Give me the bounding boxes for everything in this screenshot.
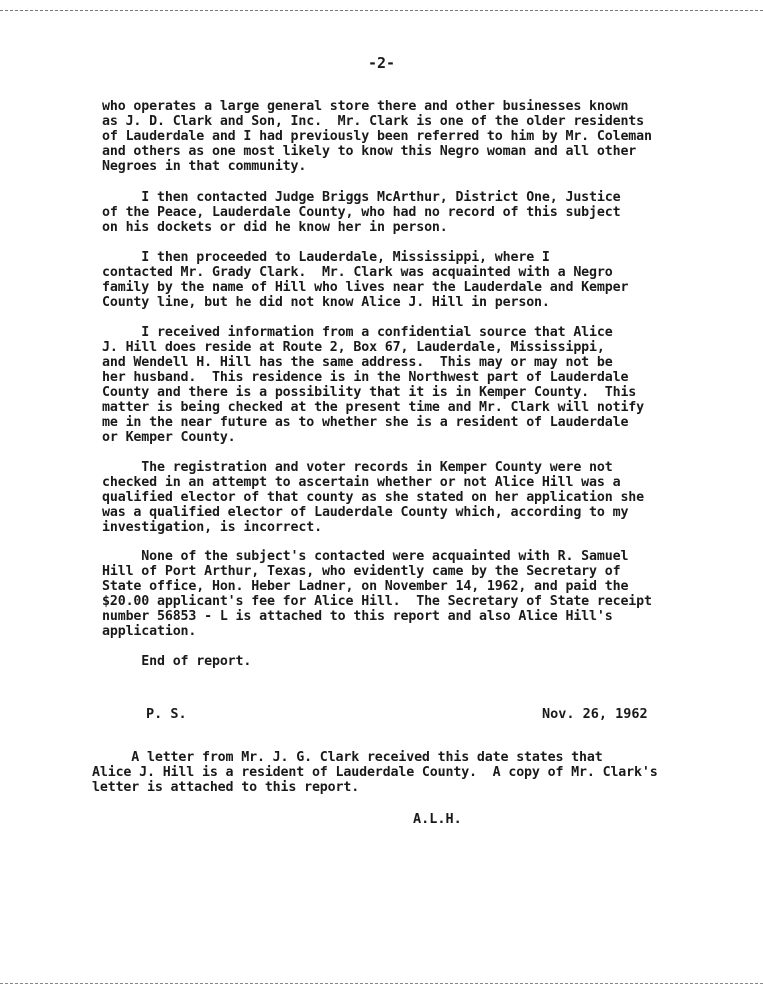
text-line: End of report. xyxy=(102,654,252,669)
text-line: me in the near future as to whether she is a resident of Lauderdale xyxy=(102,415,629,430)
postscript-line: A letter from Mr. J. G. Clark received this date states that xyxy=(92,750,603,765)
text-line: of the Peace, Lauderdale County, who had no record of this subject xyxy=(102,205,621,220)
text-line: and others as one most likely to know this Negro woman and all other xyxy=(102,144,637,159)
text-line: Hill of Port Arthur, Texas, who evidently came by the Secretary of xyxy=(102,564,621,579)
text-line: on his dockets or did he know her in person. xyxy=(102,220,448,235)
text-line: her husband. This residence is in the Northwest part of Lauderdale xyxy=(102,370,629,385)
text-line: application. xyxy=(102,624,197,639)
text-line: None of the subject's contacted were acquainted with R. Samuel xyxy=(102,549,629,564)
text-line: of Lauderdale and I had previously been referred to him by Mr. Coleman xyxy=(102,129,652,144)
top-scan-edge xyxy=(0,10,763,11)
text-line: contacted Mr. Grady Clark. Mr. Clark was acquainted with a Negro xyxy=(102,265,613,280)
text-line: The registration and voter records in Kemper County were not xyxy=(102,460,613,475)
text-line: was a qualified elector of Lauderdale County which, according to my xyxy=(102,505,629,520)
text-line: Negroes in that community. xyxy=(102,159,307,174)
text-line: County and there is a possibility that it is in Kemper County. This xyxy=(102,385,637,400)
text-line: State office, Hon. Heber Ladner, on November 14, 1962, and paid the xyxy=(102,579,629,594)
postscript-line: Alice J. Hill is a resident of Lauderdale County. A copy of Mr. Clark's xyxy=(92,765,658,780)
bottom-scan-edge xyxy=(0,983,763,984)
text-line: number 56853 - L is attached to this report and also Alice Hill's xyxy=(102,609,613,624)
text-line: $20.00 applicant's fee for Alice Hill. The Secretary of State receipt xyxy=(102,594,652,609)
text-line: J. Hill does reside at Route 2, Box 67, Lauderdale, Mississippi, xyxy=(102,340,605,355)
text-line: who operates a large general store there and other businesses known xyxy=(102,99,629,114)
text-line: investigation, is incorrect. xyxy=(102,520,322,535)
text-line: matter is being checked at the present time and Mr. Clark will notify xyxy=(102,400,645,415)
postscript-line: letter is attached to this report. xyxy=(92,780,360,795)
text-line: I then contacted Judge Briggs McArthur, District One, Justice xyxy=(102,190,621,205)
text-line: or Kemper County. xyxy=(102,430,236,445)
initials: A.L.H. xyxy=(413,811,462,827)
text-line: and Wendell H. Hill has the same address. This may or may not be xyxy=(102,355,613,370)
page-number: -2- xyxy=(367,54,396,72)
text-line: I then proceeded to Lauderdale, Mississippi, where I xyxy=(102,250,550,265)
text-line: as J. D. Clark and Son, Inc. Mr. Clark is one of the older residents xyxy=(102,114,645,129)
text-line: checked in an attempt to ascertain whether or not Alice Hill was a xyxy=(102,475,621,490)
text-line: family by the name of Hill who lives near the Lauderdale and Kemper xyxy=(102,280,629,295)
ps-date: Nov. 26, 1962 xyxy=(542,706,648,722)
ps-label: P. S. xyxy=(146,706,187,722)
text-line: qualified elector of that county as she stated on her application she xyxy=(102,490,645,505)
text-line: I received information from a confidential source that Alice xyxy=(102,325,613,340)
text-line: County line, but he did not know Alice J. Hill in person. xyxy=(102,295,550,310)
